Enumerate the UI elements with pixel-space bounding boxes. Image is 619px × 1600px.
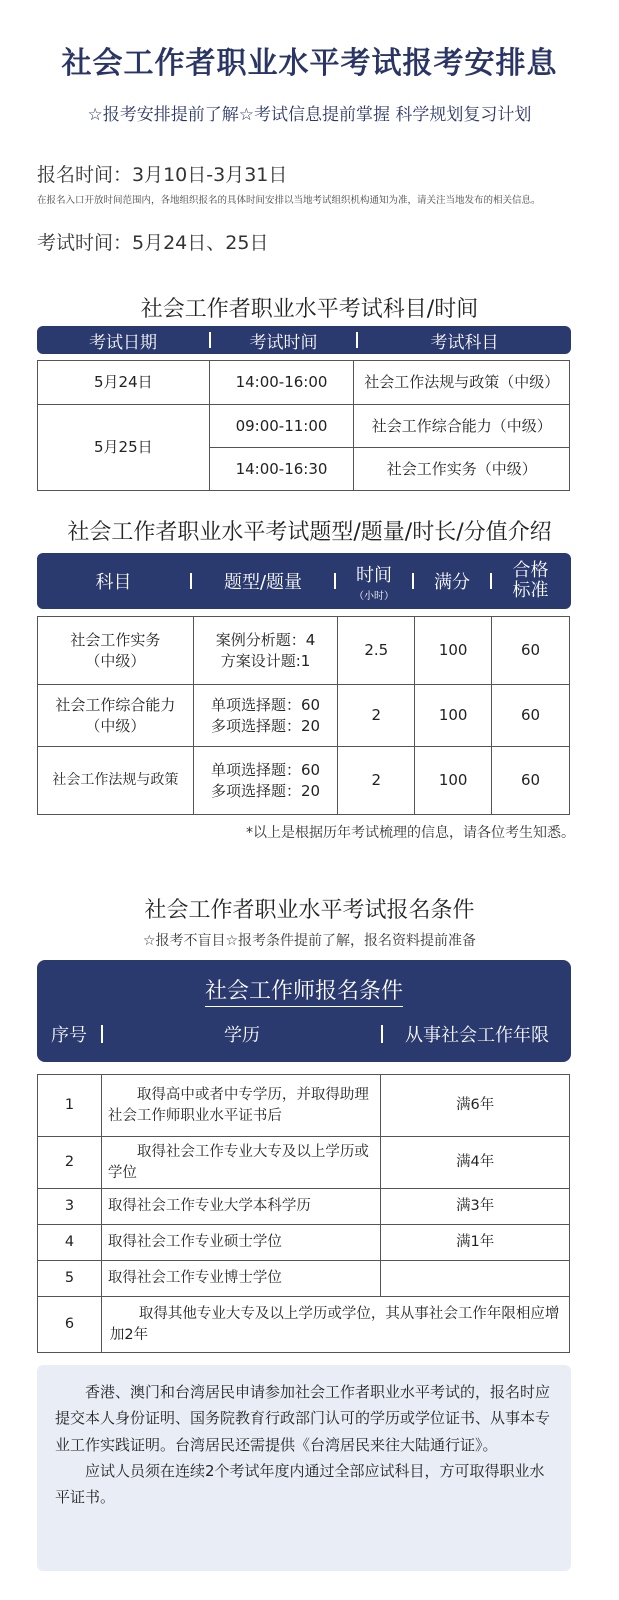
format-header-full: 满分 (434, 572, 470, 593)
schedule-subject: 社会工作实务（中级） (354, 448, 570, 491)
condition-edu: 取得其他专业大专及以上学历或学位，其从事社会工作年限相应增加2年 (101, 1297, 569, 1353)
schedule-time: 14:00-16:30 (209, 448, 354, 491)
schedule-header-bar (37, 326, 571, 354)
format-subject-name: 社会工作综合能力 (55, 695, 176, 714)
format-header-bar (37, 553, 571, 609)
conditions-title: 社会工作者职业水平考试报名条件 (144, 898, 475, 923)
format-table (37, 616, 570, 815)
table-row (38, 1261, 570, 1297)
schedule-subject: 社会工作法规与政策（中级） (354, 361, 570, 405)
table-row (38, 1075, 570, 1137)
format-full: 100 (415, 685, 492, 747)
table-row (38, 617, 570, 685)
condition-years: 满4年 (381, 1137, 570, 1189)
registration-note: 在报名入口开放时间范围内，各地组织报名的具体时间安排以当地考试组织机构通知为准，请关注当地发布的相关信息。 (37, 195, 541, 206)
condition-edu: 取得社会工作专业大专及以上学历或学位 (101, 1137, 381, 1189)
format-type-line2: 多项选择题：20 (210, 781, 321, 800)
format-subject-name: 社会工作法规与政策 (52, 771, 179, 788)
condition-edu: 取得社会工作专业博士学位 (101, 1261, 381, 1297)
table-row (38, 1225, 570, 1261)
format-header-subject: 科目 (95, 572, 132, 593)
format-pass: 60 (492, 685, 570, 747)
condition-no: 1 (38, 1075, 102, 1137)
table-row (38, 1189, 570, 1225)
schedule-table (37, 360, 570, 491)
format-pass: 60 (492, 747, 570, 815)
conditions-table (37, 1074, 570, 1353)
conditions-header-edu: 学历 (224, 1025, 260, 1046)
format-header-type: 题型/题量 (223, 572, 303, 593)
condition-no: 4 (38, 1225, 102, 1261)
notes-paragraph-2: 应试人员须在连续2个考试年度内通过全部应试科目，方可取得职业水平证书。 (55, 1461, 545, 1506)
exam-time: 考试时间：5月24日、25日 (37, 232, 269, 254)
conditions-header-no: 序号 (51, 1025, 87, 1046)
condition-edu: 取得高中或者中专学历，并取得助理社会工作师职业水平证书后 (101, 1075, 381, 1137)
table-row (38, 1137, 570, 1189)
schedule-time: 14:00-16:00 (209, 361, 354, 405)
page-title: 社会工作者职业水平考试报考安排息 (61, 46, 558, 81)
condition-no: 6 (38, 1297, 102, 1353)
schedule-time: 09:00-11:00 (209, 405, 354, 448)
format-header-pass (492, 553, 569, 609)
condition-years: 满6年 (381, 1075, 570, 1137)
format-subject-level: （中级） (85, 716, 146, 735)
format-title: 社会工作者职业水平考试题型/题量/时长/分值介绍 (67, 520, 552, 545)
schedule-date: 5月24日 (38, 361, 210, 405)
schedule-date: 5月25日 (38, 405, 210, 491)
format-subject-name: 社会工作实务 (70, 630, 161, 649)
conditions-header-box (37, 960, 571, 1062)
condition-years: 满1年 (381, 1225, 570, 1261)
format-type-line1: 单项选择题：60 (210, 760, 321, 779)
format-type-line1: 单项选择题：60 (210, 695, 321, 714)
registration-time: 报名时间：3月10日-3月31日 (37, 164, 288, 186)
conditions-header-years: 从事社会工作年限 (405, 1025, 549, 1046)
page-subtitle: ☆报考安排提前了解☆考试信息提前掌握 科学规划复习计划 (87, 105, 532, 125)
notes-paragraph-1: 香港、澳门和台湾居民申请参加社会工作者职业水平考试的，报名时应提交本人身份证明、国务院教育行政部门认可的学历或学位证书、从事本专业工作实践证明。台湾居民还需提供《台湾居民来往大陆通行证》。 (55, 1383, 551, 1454)
format-pass: 60 (492, 617, 570, 685)
format-type-line2: 多项选择题：20 (210, 716, 321, 735)
format-header-time-unit: （小时） (354, 590, 394, 602)
table-row (38, 747, 570, 815)
format-subject-level: （中级） (85, 651, 146, 670)
conditions-box-title-wrap (37, 974, 571, 1005)
format-time: 2 (338, 747, 415, 815)
schedule-subject: 社会工作综合能力（中级） (354, 405, 570, 448)
table-row (38, 1297, 570, 1353)
format-footnote: *以上是根据历年考试梳理的信息，请各位考生知悉。 (246, 825, 575, 841)
format-full: 100 (415, 617, 492, 685)
format-type (193, 747, 338, 815)
table-row (38, 361, 570, 405)
condition-years (381, 1261, 570, 1297)
format-type-line2: 方案设计题:1 (220, 651, 311, 670)
format-type (193, 617, 338, 685)
format-header-pass-line1: 合格 (512, 560, 549, 582)
condition-edu: 取得社会工作专业硕士学位 (101, 1225, 381, 1261)
condition-years: 满3年 (381, 1189, 570, 1225)
schedule-header-time: 考试时间 (249, 332, 318, 353)
format-subject (38, 747, 194, 815)
conditions-header-row (37, 1016, 571, 1052)
condition-no: 2 (38, 1137, 102, 1189)
format-full: 100 (415, 747, 492, 815)
notes-box (37, 1365, 571, 1571)
condition-no: 5 (38, 1261, 102, 1297)
format-type-line1: 案例分析题：4 (215, 630, 316, 649)
format-type (193, 685, 338, 747)
format-subject (38, 685, 194, 747)
condition-no: 3 (38, 1189, 102, 1225)
conditions-subtitle: ☆报考不盲目☆报考条件提前了解，报名资料提前准备 (142, 933, 477, 949)
format-header-pass-line2: 标准 (512, 580, 549, 601)
table-row (38, 685, 570, 747)
schedule-header-subject: 考试科目 (430, 332, 499, 353)
condition-edu: 取得社会工作专业大学本科学历 (101, 1189, 381, 1225)
schedule-header-date: 考试日期 (89, 332, 157, 353)
format-header-time (336, 553, 412, 609)
schedule-title: 社会工作者职业水平考试科目/时间 (140, 297, 479, 322)
format-time: 2 (338, 685, 415, 747)
format-header-time-label: 时间 (356, 564, 392, 586)
format-subject (38, 617, 194, 685)
table-row (38, 405, 570, 448)
format-time: 2.5 (338, 617, 415, 685)
conditions-box-title: 社会工作师报名条件 (205, 979, 403, 1007)
